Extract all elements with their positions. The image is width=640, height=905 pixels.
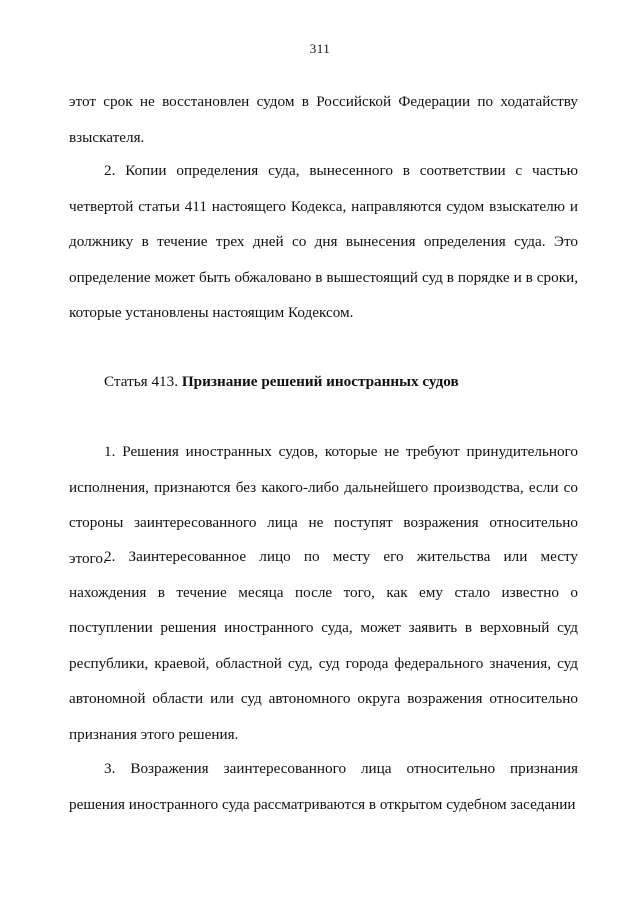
- paragraph-text: 3. Возражения заинтересованного лица относительно признания решения иностранного суда рассматриваются в открытом судебном заседании: [69, 760, 578, 813]
- paragraph-2-copies: [69, 153, 578, 331]
- page-number: 311: [309, 41, 331, 56]
- article-heading: [104, 364, 459, 400]
- paragraph-text: 1. Решения иностранных судов, которые не требуют принудительного исполнения, признаются без какого-либо дальнейшего производства, если со стороны заинтересованного лица не поступят возражения относительно этого.: [69, 443, 578, 567]
- paragraph-text: 2. Копии определения суда, вынесенного в соответствии с частью четвертой статьи 411 настоящего Кодекса, направляются судом взыскателю и должнику в течение трех дней со дня вынесения определения суда. Это определение может быть обжаловано в вышестоящий суд в порядке и в сроки, которые установлены настоящим Кодексом.: [69, 162, 578, 321]
- paragraph-continuation: [69, 84, 578, 155]
- paragraph-text: 2. Заинтересованное лицо по месту его жительства или месту нахождения в течение месяца после того, как ему стало известно о поступлении решения иностранного суда, может заявить в верховный суд республики, краевой, областной суд, суд города федерального значения, суд автономной области или суд автономного округа возражения относительно признания этого решения.: [69, 548, 578, 743]
- article-label: Статья 413.: [104, 373, 179, 390]
- paragraph-2-objections: [69, 539, 578, 752]
- paragraph-text: этот срок не восстановлен судом в Российской Федерации по ходатайству взыскателя.: [69, 93, 578, 146]
- paragraph-3-hearing: [69, 751, 578, 822]
- article-title: Признание решений иностранных судов: [181, 373, 459, 390]
